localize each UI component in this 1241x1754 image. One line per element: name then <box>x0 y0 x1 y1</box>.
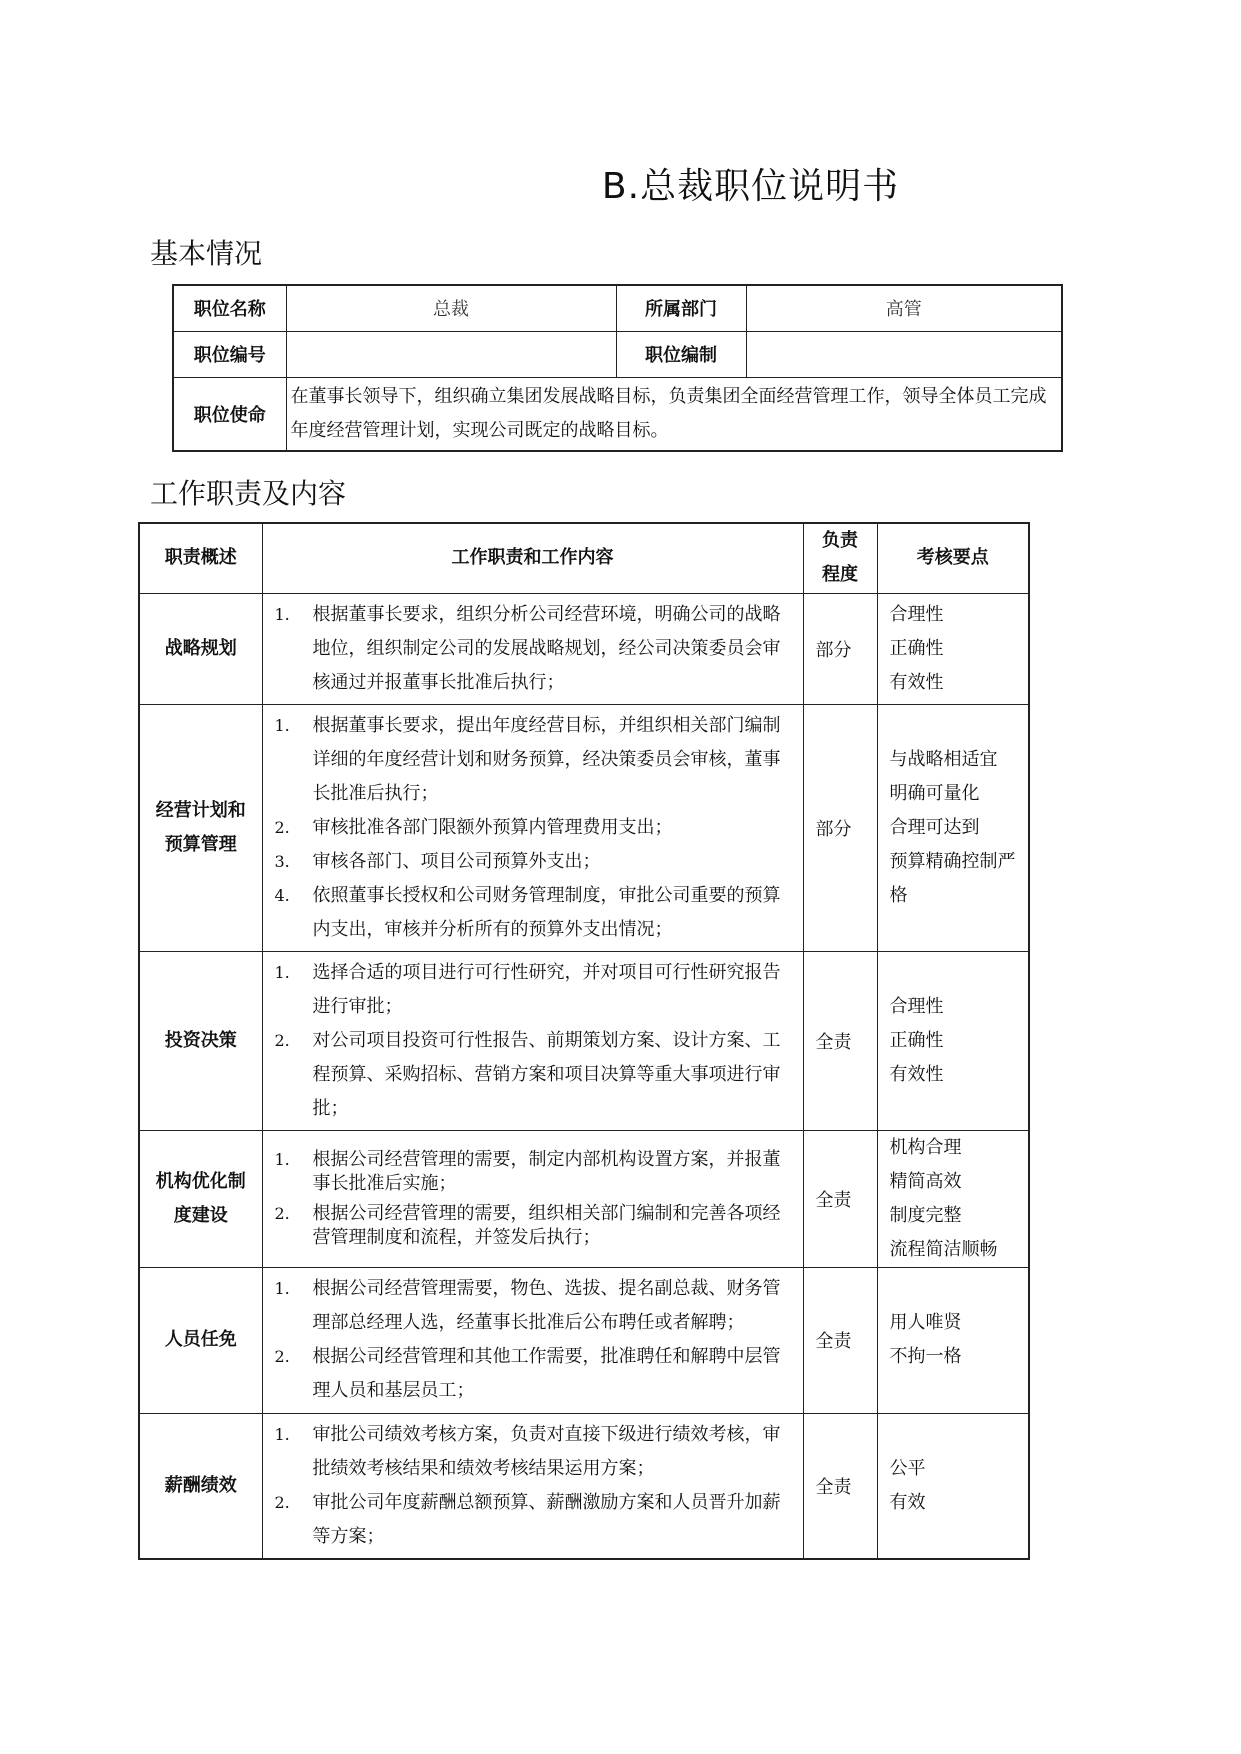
item-number: 1. <box>274 604 290 624</box>
item-text: 根据董事长要求，组织分析公司经营环境，明确公司的战略地位，组织制定公司的发展战略规划，经公司决策委员会审核通过并报董事长批准后执行； <box>312 603 781 693</box>
item-number: 1. <box>274 962 290 982</box>
assessment-point: 制度完整 <box>889 1204 962 1226</box>
responsibility-degree: 全责 <box>803 1267 877 1413</box>
item-text: 根据公司经营管理的需要，组织相关部门编制和完善各项经营管理制度和流程，并签发后执行； <box>312 1202 781 1248</box>
table-row <box>139 593 1029 704</box>
item-text: 根据公司经营管理需要，物色、选拔、提名副总裁、财务管理部总经理人选，经董事长批准后公布聘任或者解聘； <box>312 1278 781 1333</box>
assessment-points <box>877 1267 1029 1413</box>
document-title: B.总裁职位说明书 <box>601 166 900 207</box>
duty-item-list <box>263 1272 795 1408</box>
assessment-point: 有效 <box>889 1491 926 1513</box>
item-text: 审批公司年度薪酬总额预算、薪酬激励方案和人员晋升加薪等方案； <box>312 1491 781 1547</box>
assessment-points <box>877 951 1029 1130</box>
duties-table <box>138 522 1030 1560</box>
item-number: 1. <box>274 1279 290 1298</box>
assessment-points <box>877 1130 1029 1267</box>
table-row <box>139 1130 1029 1267</box>
list-item <box>263 879 795 947</box>
duty-category: 经营计划和预算管理 <box>139 704 262 951</box>
header-category: 职责概述 <box>139 523 262 593</box>
duty-category: 机构优化制度建设 <box>139 1130 262 1267</box>
header-degree: 负责 程度 <box>803 523 877 593</box>
list-item <box>263 1024 795 1126</box>
position-code-value <box>286 331 616 377</box>
section-heading-basic: 基本情况 <box>150 237 263 270</box>
item-number: 1. <box>274 1149 290 1169</box>
list-item <box>263 845 795 879</box>
assessment-point: 有效性 <box>889 1063 944 1085</box>
duty-category: 战略规划 <box>139 593 262 704</box>
item-text: 审核各部门、项目公司预算外支出； <box>312 850 601 872</box>
assessment-point: 用人唯贤 <box>889 1312 962 1333</box>
duty-content <box>262 1413 803 1559</box>
item-number: 2. <box>274 1347 290 1366</box>
duty-content <box>262 1130 803 1267</box>
item-text: 根据公司经营管理的需要，制定内部机构设置方案，并报董事长批准后实施； <box>312 1148 781 1194</box>
assessment-points <box>877 704 1029 951</box>
assessment-point: 与战略相适宜 <box>889 748 998 770</box>
item-text: 根据董事长要求，提出年度经营目标，并组织相关部门编制详细的年度经营计划和财务预算，经决策委员会审核，董事长批准后执行； <box>312 714 781 804</box>
mission-label: 职位使命 <box>173 377 286 451</box>
table-row <box>139 704 1029 951</box>
header-content: 工作职责和工作内容 <box>262 523 803 593</box>
item-number: 3. <box>274 851 290 871</box>
responsibility-degree: 部分 <box>803 704 877 951</box>
item-number: 4. <box>274 885 290 905</box>
item-text: 选择合适的项目进行可行性研究，并对项目可行性研究报告进行审批； <box>312 961 781 1017</box>
responsibility-degree: 全责 <box>803 951 877 1130</box>
position-name-label: 职位名称 <box>173 285 286 331</box>
list-item <box>263 598 795 700</box>
table-row <box>139 1267 1029 1413</box>
item-number: 1. <box>274 1424 290 1444</box>
headcount-label: 职位编制 <box>616 331 746 377</box>
item-number: 2. <box>274 1030 290 1050</box>
assessment-point: 机构合理 <box>889 1136 962 1158</box>
position-code-label: 职位编号 <box>173 331 286 377</box>
item-number: 2. <box>274 817 290 837</box>
assessment-point: 合理性 <box>889 603 944 625</box>
responsibility-degree: 全责 <box>803 1413 877 1559</box>
duty-content <box>262 1267 803 1413</box>
list-item <box>263 1486 795 1554</box>
table-row <box>139 1413 1029 1559</box>
list-item <box>263 811 795 845</box>
assessment-point: 有效性 <box>889 671 944 693</box>
list-item <box>263 1418 795 1486</box>
department-value: 高管 <box>746 285 1062 331</box>
assessment-point: 明确可量化 <box>889 782 980 804</box>
item-text: 对公司项目投资可行性报告、前期策划方案、设计方案、工程预算、采购招标、营销方案和项目决算等重大事项进行审批； <box>312 1029 781 1119</box>
table-row <box>139 951 1029 1130</box>
basic-info-table <box>172 284 1063 452</box>
list-item <box>263 1202 795 1250</box>
duty-item-list <box>263 709 795 947</box>
list-item <box>263 709 795 811</box>
responsibility-degree: 部分 <box>803 593 877 704</box>
assessment-point: 流程简洁顺畅 <box>889 1238 998 1260</box>
assessment-point: 合理性 <box>889 995 944 1017</box>
section-heading-duties: 工作职责及内容 <box>150 477 347 510</box>
assessment-points <box>877 1413 1029 1559</box>
item-text: 审核批准各部门限额外预算内管理费用支出； <box>312 816 673 838</box>
list-item <box>263 1340 795 1408</box>
duty-category: 薪酬绩效 <box>139 1413 262 1559</box>
duty-content <box>262 951 803 1130</box>
assessment-point: 合理可达到 <box>889 816 980 838</box>
department-label: 所属部门 <box>616 285 746 331</box>
item-number: 1. <box>274 715 290 735</box>
duty-item-list <box>263 1148 795 1250</box>
assessment-point: 正确性 <box>889 1029 944 1051</box>
header-kpi: 考核要点 <box>877 523 1029 593</box>
duty-item-list <box>263 956 795 1126</box>
responsibility-degree: 全责 <box>803 1130 877 1267</box>
duties-header-row <box>139 523 1029 593</box>
item-number: 2. <box>274 1203 290 1223</box>
duty-content <box>262 704 803 951</box>
duty-content <box>262 593 803 704</box>
item-text: 根据公司经营管理和其他工作需要，批准聘任和解聘中层管理人员和基层员工； <box>312 1346 781 1401</box>
list-item <box>263 956 795 1024</box>
duty-item-list <box>263 1418 795 1554</box>
mission-value: 在董事长领导下，组织确立集团发展战略目标，负责集团全面经营管理工作，领导全体员工完成年度经营管理计划，实现公司既定的战略目标。 <box>286 377 1062 451</box>
duty-category: 投资决策 <box>139 951 262 1130</box>
duty-item-list <box>263 598 795 700</box>
assessment-point: 不拘一格 <box>889 1346 962 1367</box>
item-text: 审批公司绩效考核方案，负责对直接下级进行绩效考核，审批绩效考核结果和绩效考核结果运用方案； <box>312 1423 781 1479</box>
duties-table-body <box>139 523 1029 1559</box>
assessment-points <box>877 593 1029 704</box>
assessment-point: 正确性 <box>889 637 944 659</box>
item-text: 依照董事长授权和公司财务管理制度，审批公司重要的预算内支出，审核并分析所有的预算外支出情况； <box>312 884 781 940</box>
assessment-point: 精简高效 <box>889 1170 962 1192</box>
headcount-value <box>746 331 1062 377</box>
assessment-point: 预算精确控制严格 <box>889 850 1016 906</box>
list-item <box>263 1272 795 1340</box>
item-number: 2. <box>274 1492 290 1512</box>
duty-category: 人员任免 <box>139 1267 262 1413</box>
list-item <box>263 1148 795 1196</box>
assessment-point: 公平 <box>889 1457 926 1479</box>
position-name-value: 总裁 <box>286 285 616 331</box>
